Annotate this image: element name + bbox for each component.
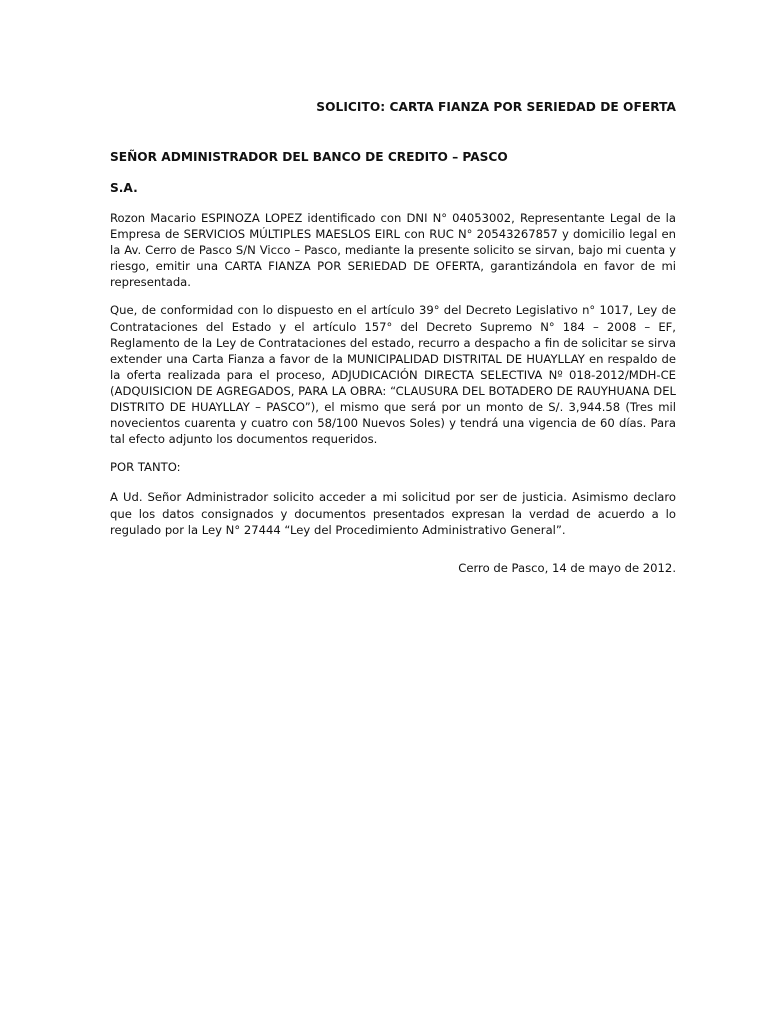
place-and-date: Cerro de Pasco, 14 de mayo de 2012.	[458, 560, 676, 575]
paragraph-declaration: A Ud. Señor Administrador solicito acceder a mi solicitud por ser de justicia. Asimismo declaro que los datos consignados y documentos presentados expresan la verdad de acuerdo a lo regulado por la Ley N° 27444 “Ley del Procedimiento Administrativo General”.	[110, 490, 676, 537]
addressee-company-suffix: S.A.	[110, 181, 138, 195]
paragraph-request-details: Que, de conformidad con lo dispuesto en el artículo 39° del Decreto Legislativo n° 1017, Ley de Contrataciones del Estado y el artículo 157° del Decreto Supremo N° 184 – 2008 – EF, Reglamento de la Ley de Contrataciones del estado, recurro a despacho a fin de solicitar se sirva extender una Carta Fianza a favor de la MUNICIPALIDAD DISTRITAL DE HUAYLLAY en respaldo de la oferta realizada para el proceso, ADJUDICACIÓN DIRECTA SELECTIVA Nº 018-2012/MDH-CE (ADQUISICION DE AGREGADOS, PARA LA OBRA: “CLAUSURA DEL BOTADERO DE RAUYHUANA DEL DISTRITO DE HUAYLLAY – PASCO”), el mismo que será por un monto de S/. 3,944.58 (Tres mil novecientos cuarenta y cuatro con 58/100 Nuevos Soles) y tendrá una vigencia de 60 días. Para tal efecto adjunto los documentos requeridos.	[110, 303, 676, 447]
letter-addressee: SEÑOR ADMINISTRADOR DEL BANCO DE CREDITO – PASCO	[110, 150, 508, 164]
letter-body	[110, 98, 676, 576]
paragraph-introduction: Rozon Macario ESPINOZA LOPEZ identificado con DNI N° 04053002, Representante Legal de la Empresa de SERVICIOS MÚLTIPLES MAESLOS EIRL con RUC N° 20543267857 y domicilio legal en la Av. Cerro de Pasco S/N Vicco – Pasco, mediante la presente solicito se sirvan, bajo mi cuenta y riesgo, emitir una CARTA FIANZA POR SERIEDAD DE OFERTA, garantizándola en favor de mi representada.	[110, 211, 676, 290]
letter-subject: SOLICITO: CARTA FIANZA POR SERIEDAD DE OFERTA	[316, 100, 676, 114]
closing-label: POR TANTO:	[110, 460, 181, 475]
